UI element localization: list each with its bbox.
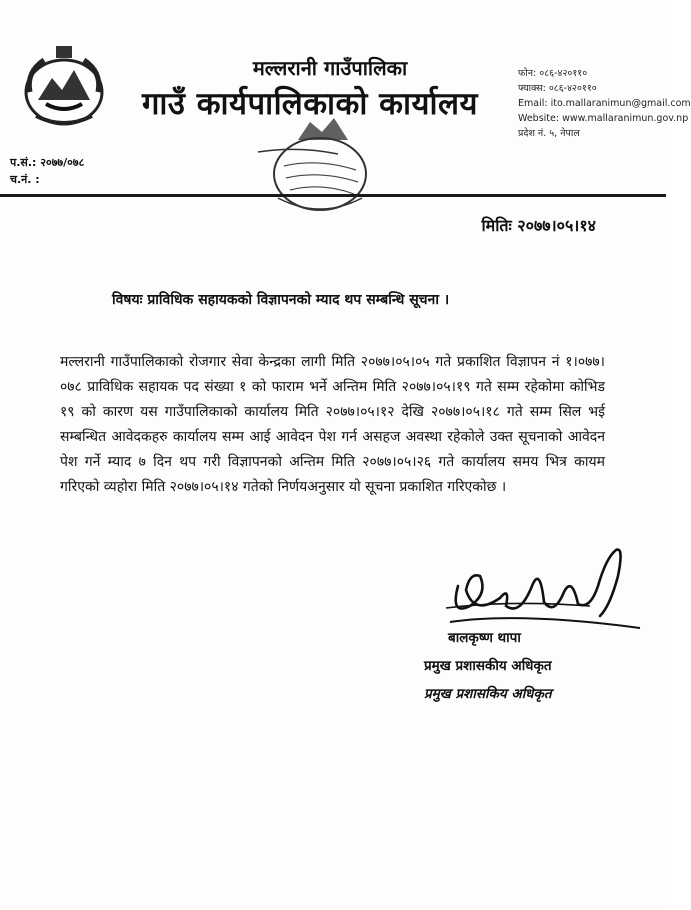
signer-title: प्रमुख प्रशासकीय अधिकृत	[424, 658, 552, 674]
contact-block	[518, 66, 691, 141]
signer-name: बालकृष्ण थापा	[448, 630, 521, 646]
nepal-emblem-logo	[16, 42, 112, 130]
email-text: Email: ito.mallaranimun@gmail.com	[518, 98, 691, 109]
notice-date: मितिः २०७७।०५।१४	[481, 216, 596, 235]
office-title: गाउँ कार्यपालिकाको कार्यालय	[141, 86, 479, 122]
province-text: प्रदेश नं. ५, नेपाल	[518, 128, 580, 139]
dispatch-number: च.नं. :	[10, 173, 40, 186]
signer-stamp-title: प्रमुख प्रशासकिय अधिकृत	[424, 686, 552, 702]
phone-text: फोन: ०८६-४२०११०	[518, 68, 588, 79]
ref-number: प.सं.: २०७७/०७८	[10, 156, 85, 169]
office-stamp	[238, 112, 388, 222]
website-text: Website: www.mallaranimun.gov.np	[518, 113, 689, 124]
fax-text: फ्याक्स: ०८६-४२०११०	[518, 83, 597, 94]
reference-block	[10, 154, 84, 188]
municipality-name: मल्लरानी गाउँपालिका	[252, 56, 408, 80]
handwritten-signature	[440, 546, 650, 636]
notice-body: मल्लरानी गाउँपालिकाको रोजगार सेवा केन्द्रका लागी मिति २०७७।०५।०५ गते प्रकाशित विज्ञापन नं १।०७७।०७८ प्राविधिक सहायक पद संख्या १ को फाराम भर्ने अन्तिम मिति २०७७।०५।१९ गते सम्म रहेकोमा कोभिड १९ को कारण यस गाउँपालिकाको कार्यालय मिति २०७७।०५।१२ देखि २०७७।०५।१८ गते सम्म सिल भई सम्बन्धित आवेदकहरु कार्यालय सम्म आई आवेदन पेश गर्न असहज अवस्था रहेकोले उक्त सूचनाको आवेदन पेश गर्ने म्याद ७ दिन थप गरी विज्ञापनको अन्तिम मिति २०७७।०५।२६ गते कार्यालय समय भित्र कायम गरिएको व्यहोरा मिति २०७७।०५।१४ गतेको निर्णयअनुसार यो सूचना प्रकाशित गरिएकोछ ।	[60, 354, 605, 495]
header-divider	[0, 194, 666, 197]
notice-subject: विषयः प्राविधिक सहायकको विज्ञापनको म्याद थप सम्बन्धि सूचना ।	[112, 292, 450, 308]
